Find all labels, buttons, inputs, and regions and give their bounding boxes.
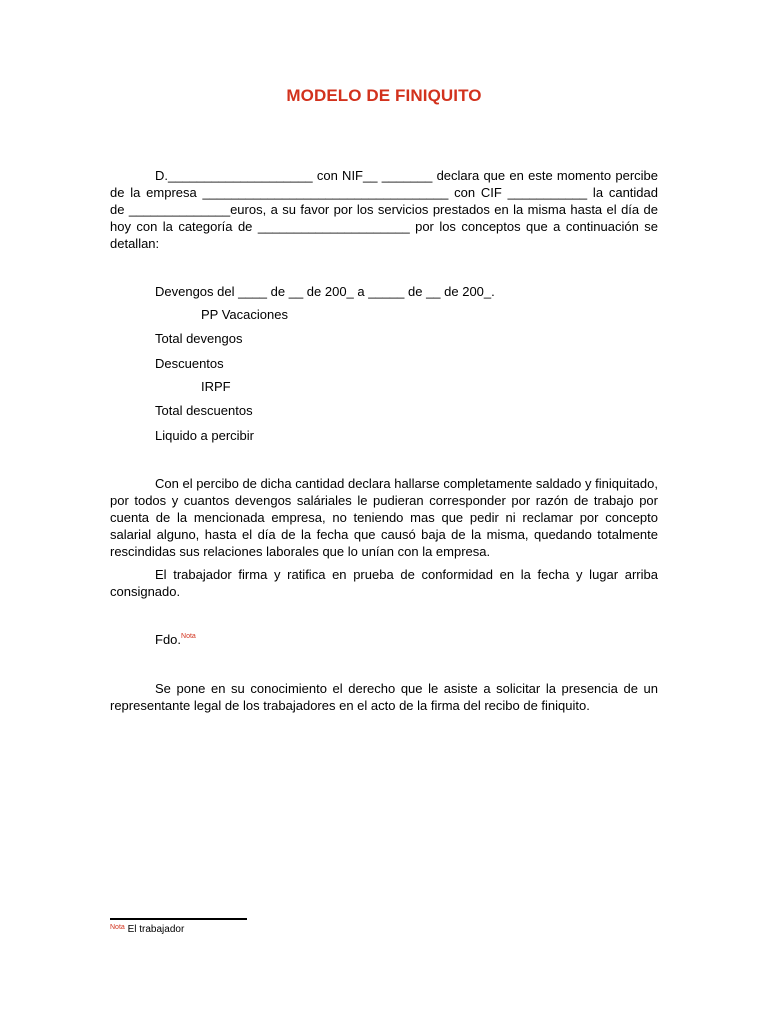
rights-paragraph: Se pone en su conocimiento el derecho que le asiste a solicitar la presencia de un representante legal de los trabajadores en el acto de la firma del recibo de finiquito. <box>110 681 658 713</box>
signature-label: Fdo. <box>155 632 182 647</box>
list-item-descuentos: Descuentos <box>155 356 224 371</box>
list-item-devengos-period: Devengos del ____ de __ de 200_ a _____ de __ de 200_. <box>155 284 495 299</box>
footnote-mark: Nota <box>110 924 125 931</box>
ratify-paragraph: El trabajador firma y ratifica en prueba de conformidad en la fecha y lugar arriba consignado. <box>110 567 658 599</box>
settlement-paragraph: Con el percibo de dicha cantidad declara hallarse completamente saldado y finiquitado, por todos y cuantos devengos saláriales le pudieran corresponder por razón de trabajo por cuenta de la mencionada empresa, no teniendo mas que pedir ni reclamar por concepto salarial alguno, hasta el día de la fecha que causó baja de la misma, quedando totalmente rescindidas sus relaciones laborales que lo unían con la empresa. <box>110 476 658 559</box>
list-item-pp-vacaciones: PP Vacaciones <box>201 307 288 322</box>
intro-paragraph: D.____________________ con NIF__ _______ declara que en este momento percibe de la empresa __________________________________ con CIF ___________ la cantidad de ______________euros, a su favor por los servicios prestados en la misma hasta el día de hoy con la categoría de _____________________ por los conceptos que a continuación se detallan: <box>110 168 658 251</box>
list-item-total-descuentos: Total descuentos <box>155 403 253 418</box>
footnote-separator <box>110 918 247 920</box>
note-reference-link[interactable]: Nota <box>181 633 196 640</box>
signature-line <box>155 631 196 648</box>
footnote-text: El trabajador <box>127 924 185 935</box>
document-title: MODELO DE FINIQUITO <box>286 86 482 105</box>
list-item-total-devengos: Total devengos <box>155 331 243 346</box>
footnote <box>110 923 184 936</box>
list-item-irpf: IRPF <box>201 379 231 394</box>
list-item-liquido: Liquido a percibir <box>155 428 255 443</box>
